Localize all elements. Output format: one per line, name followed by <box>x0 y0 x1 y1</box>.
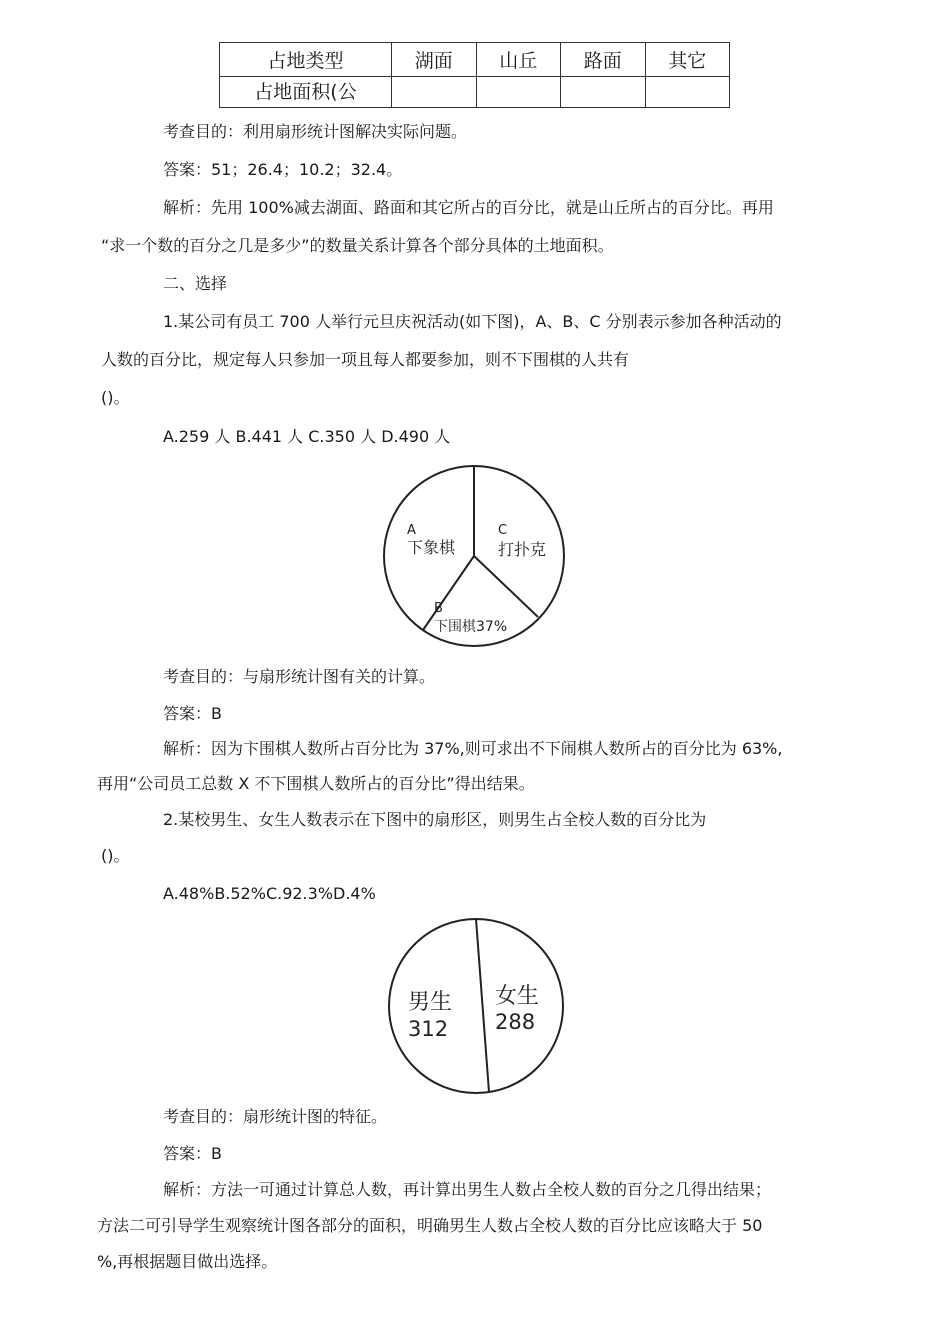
question-options: A.259 人 B.441 人 C.350 人 D.490 人 <box>163 427 451 446</box>
slice-b-letter: B <box>434 601 443 616</box>
slice-a-label: 下象棋 <box>407 538 456 557</box>
table-header-cell: 其它 <box>645 43 730 77</box>
analysis-text: 方法二可引导学生观察统计图各部分的面积，明确男生人数占全校人数的百分比应该略大于 50 <box>97 1216 763 1235</box>
purpose-text: 考查目的：与扇形统计图有关的计算。 <box>163 667 436 686</box>
table-header-cell: 山丘 <box>476 43 561 77</box>
slice-b-label: 下围棋37% <box>434 619 508 635</box>
pie-divider <box>474 556 538 617</box>
question-options: A.48%B.52%C.92.3%D.4% <box>163 884 376 903</box>
analysis-text: 解析：先用 100%减去湖面、路面和其它所占的百分比，就是山丘所占的百分比。再用 <box>163 198 774 217</box>
table-cell <box>392 77 477 108</box>
answer-text: 答案：51；26.4；10.2；32.4。 <box>163 160 403 179</box>
table-header-cell: 湖面 <box>392 43 477 77</box>
table-header-cell: 路面 <box>561 43 646 77</box>
activity-pie-chart <box>380 462 570 652</box>
analysis-text: 解析：因为卞围棋人数所占百分比为 37%,则可求出不下闹棋人数所占的百分比为 63%, <box>163 739 783 758</box>
table-row-label: 占地面积(公 <box>220 77 392 108</box>
female-label: 女生 <box>495 984 540 1009</box>
gender-pie-chart <box>385 915 567 1097</box>
pie-divider <box>476 919 489 1092</box>
table-cell <box>476 77 561 108</box>
question-stem: 人数的百分比，规定每人只参加一项且每人都要参加，则不下围棋的人共有 <box>101 350 630 369</box>
table-cell <box>561 77 646 108</box>
answer-text: 答案：B <box>163 704 222 723</box>
section-heading: 二、选择 <box>163 274 228 293</box>
female-value: 288 <box>495 1010 536 1034</box>
purpose-text: 考查目的：扇形统计图的特征。 <box>163 1107 388 1126</box>
table-cell <box>645 77 730 108</box>
purpose-text: 考查目的：利用扇形统计图解决实际问题。 <box>163 122 468 141</box>
slice-c-label: 打扑克 <box>498 540 547 559</box>
analysis-text: 再用“公司员工总数 X 不下围棋人数所占的百分比”得出结果。 <box>97 774 535 793</box>
table-header-cell: 占地类型 <box>220 43 392 77</box>
question-stem: 2.某校男生、女生人数表示在下图中的扇形区，则男生占全校人数的百分比为 <box>163 810 707 829</box>
answer-text: 答案：B <box>163 1144 222 1163</box>
analysis-text: 解析：方法一可通过计算总人数，再计算出男生人数占全校人数的百分之几得出结果； <box>163 1180 772 1199</box>
land-use-table <box>219 42 730 108</box>
question-stem: ()。 <box>101 846 130 865</box>
slice-a-letter: A <box>407 523 416 538</box>
analysis-text: “求一个数的百分之几是多少”的数量关系计算各个部分具体的土地面积。 <box>101 236 614 255</box>
analysis-text: %,再根据题目做出选择。 <box>97 1252 278 1271</box>
question-stem: 1.某公司有员工 700 人举行元旦庆祝活动(如下图)，A、B、C 分别表示参加各种活动的 <box>163 312 782 331</box>
slice-c-letter: C <box>498 523 508 538</box>
question-stem: ()。 <box>101 388 130 407</box>
male-label: 男生 <box>408 990 453 1015</box>
male-value: 312 <box>408 1017 449 1041</box>
